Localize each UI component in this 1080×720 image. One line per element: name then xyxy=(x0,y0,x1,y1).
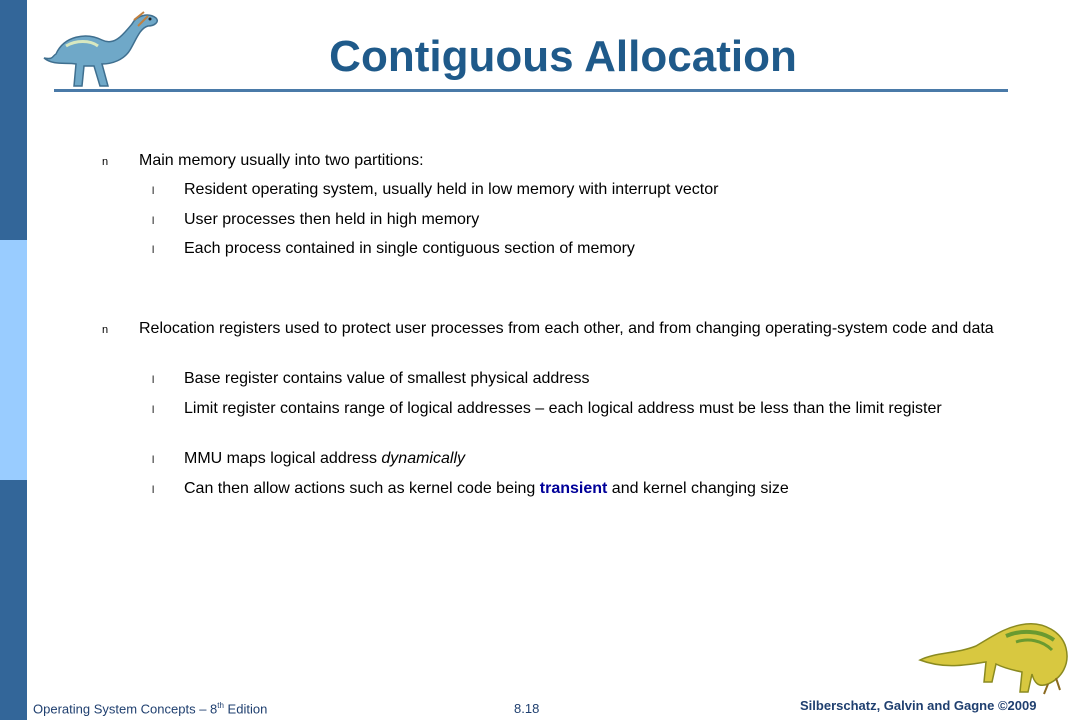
sub-bullet-marker: l xyxy=(152,455,155,466)
sub-bullet-marker: l xyxy=(152,405,155,416)
page-title: Contiguous Allocation xyxy=(329,32,797,81)
sub-bullet-marker: l xyxy=(152,245,155,256)
mmu-text: MMU maps logical address xyxy=(184,450,382,467)
footer-page-number: 8.18 xyxy=(514,701,540,716)
sub-bullet-mmu xyxy=(184,448,984,469)
sub-bullet-base-register: Base register contains value of smallest physical address xyxy=(184,370,590,387)
sub-bullet-marker: l xyxy=(152,485,155,496)
sub-bullet-marker: l xyxy=(152,186,155,197)
transient-suffix: and kernel changing size xyxy=(607,480,789,497)
footer-copyright: Silberschatz, Galvin and Gagne ©2009 xyxy=(800,698,1037,713)
sub-bullet-marker: l xyxy=(152,375,155,386)
bullet-main-memory: Main memory usually into two partitions: xyxy=(139,152,424,169)
transient-prefix: Can then allow actions such as kernel code being xyxy=(184,480,540,497)
sub-bullet-limit-register: Limit register contains range of logical addresses – each logical address must be less than the limit register xyxy=(184,400,942,417)
bullet-marker: n xyxy=(102,324,109,336)
footer-book-title: Operating System Concepts – 8th Edition xyxy=(33,701,268,717)
mmu-emphasis: dynamically xyxy=(381,450,465,467)
sub-bullet-user-processes: User processes then held in high memory xyxy=(184,211,480,228)
dinosaur-icon xyxy=(916,612,1072,696)
sub-bullet-resident-os: Resident operating system, usually held in low memory with interrupt vector xyxy=(184,181,719,198)
sub-bullet-contiguous-section: Each process contained in single contiguous section of memory xyxy=(184,240,635,257)
bullet-marker: n xyxy=(102,156,109,168)
transient-highlight: transient xyxy=(539,480,608,497)
sub-bullet-transient xyxy=(184,478,984,499)
sub-bullet-marker: l xyxy=(152,216,155,227)
bullet-relocation-registers: Relocation registers used to protect user processes from each other, and from changing operating-system code and data xyxy=(139,320,994,337)
